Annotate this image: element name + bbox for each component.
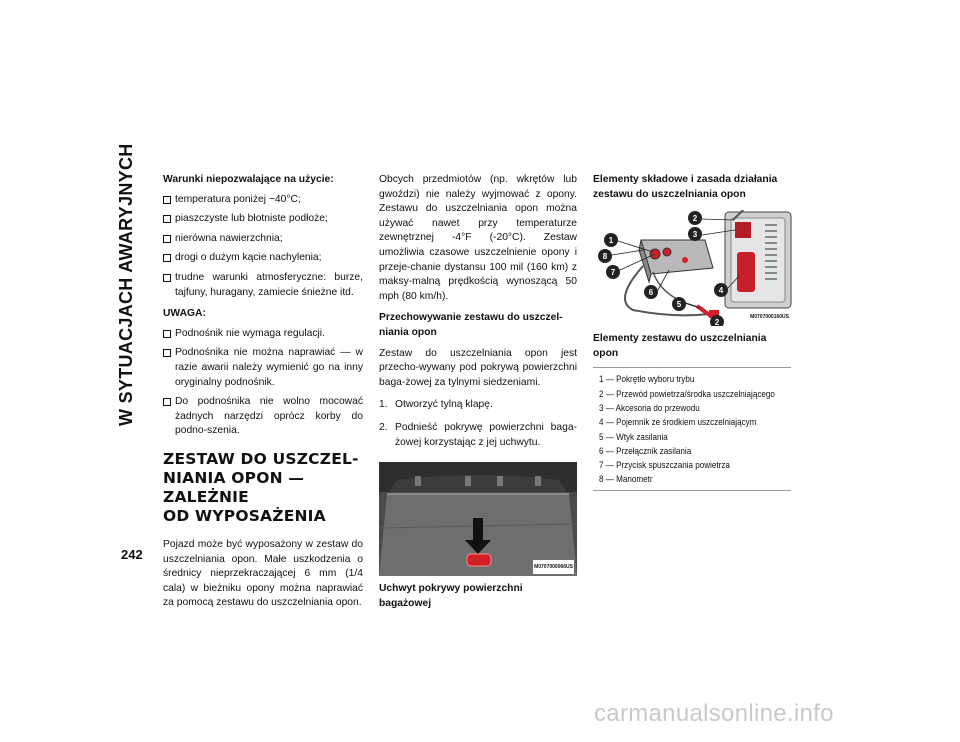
checkbox-bullet-icon: [163, 196, 171, 204]
intro-paragraph: Pojazd może być wyposażony w zestaw do uszczelniania opon. Małe uszkodzenia o średnicy nieprzekraczającej 6 mm (1/4 cala) w bieżniku opony można naprawiać za pomocą zestawu do uszczelniania opon.: [163, 538, 363, 609]
callout-2: 2: [692, 214, 698, 224]
list-item: nierówna nawierzchnia;: [163, 232, 363, 247]
column-3: [593, 173, 791, 491]
checkbox-bullet-icon: [163, 254, 171, 262]
image-caption: Uchwyt pokrywy powierzchni bagażowej: [379, 583, 523, 609]
callout-8: 8: [602, 252, 608, 262]
list-item: Podnośnika nie można naprawiać — w razie awarii należy wymienić go na inny oryginalny podnośnik.: [163, 346, 363, 390]
legend-item: 7 — Przycisk spuszczania powietrza: [599, 460, 730, 471]
note-heading: UWAGA:: [163, 308, 206, 320]
conditions-heading: Warunki niepozwalające na użycie:: [163, 174, 334, 185]
legend-item: 8 — Manometr: [599, 474, 653, 485]
checkbox-bullet-icon: [163, 398, 171, 406]
watermark: carmanualsonline.info: [594, 700, 834, 727]
callout-6: 6: [648, 288, 654, 298]
components-legend: [593, 367, 791, 490]
legend-item: 2 — Przewód powietrza/środka uszczelniającego: [599, 388, 775, 399]
legend-item: 3 — Akcesoria do przewodu: [599, 402, 700, 413]
callout-2b: 2: [714, 318, 720, 327]
chapter-side-title: W SYTUACJACH AWARYJNYCH: [116, 143, 136, 426]
callout-7: 7: [610, 268, 616, 278]
list-item: Do podnośnika nie wolno mocować żadnych narzędzi oprócz korby do podno-szenia.: [163, 395, 363, 439]
storage-heading: Przechowywanie zestawu do uszczel-niania opon: [379, 312, 563, 338]
legend-item: 6 — Przełącznik zasilania: [599, 445, 692, 456]
cargo-cover-image: [379, 462, 577, 576]
image-caption: Elementy zestawu do uszczelniania opon: [593, 333, 767, 359]
list-item: 2. Podnieść pokrywę powierzchni baga-żowej korzystając z jej uchwytu.: [379, 421, 577, 448]
section-title: ZESTAW DO USZCZEL- NIANIA OPON — ZALEŻNIE OD WYPOSAŻENIA: [163, 449, 359, 525]
checkbox-bullet-icon: [163, 349, 171, 357]
column-1: [163, 173, 363, 611]
paragraph: Obcych przedmiotów (np. wkrętów lub gwoździ) nie należy wyjmować z opony. Zestawu do uszczelniania opon można używać nawet przy temperaturze zewnętrznej -4°F (-20°C). Zestaw umożliwia czasowe uszczelnienie opony i przeje-chanie dystansu 100 mil (160 km) z maksy-malną prędkością wynoszącą 50 mph (80 km/h).: [379, 174, 577, 302]
components-heading: Elementy składowe i zasada działania zestawu do uszczelniania opon: [593, 174, 778, 200]
sealant-kit-image: [593, 210, 793, 326]
legend-item: 4 — Pojemnik ze środkiem uszczelniającym: [599, 417, 757, 428]
checkbox-bullet-icon: [163, 274, 171, 282]
list-item: 1. Otworzyć tylną klapę.: [379, 399, 493, 411]
image-code: M0707000160US: [749, 310, 790, 325]
checkbox-bullet-icon: [163, 330, 171, 338]
callout-1: 1: [608, 236, 614, 246]
list-item: piaszczyste lub błotniste podłoże;: [163, 212, 363, 227]
legend-item: 5 — Wtyk zasilania: [599, 431, 668, 442]
image-code: M0707000066US: [533, 560, 574, 575]
callout-4: 4: [718, 286, 724, 296]
list-item: trudne warunki atmosferyczne: burze, tajfuny, huragany, zamiecie śnieżne itd.: [163, 271, 363, 300]
paragraph: Zestaw do uszczelniania opon jest przecho-wywany pod pokrywą powierzchni baga-żowej za tylnymi siedzeniami.: [379, 347, 577, 388]
callout-5: 5: [676, 300, 682, 310]
checkbox-bullet-icon: [163, 215, 171, 223]
legend-item: 1 — Pokrętło wyboru trybu: [599, 374, 695, 385]
checkbox-bullet-icon: [163, 235, 171, 243]
list-item: Podnośnik nie wymaga regulacji.: [163, 327, 363, 342]
page-number: 242: [121, 547, 143, 562]
column-2: [379, 173, 577, 611]
list-item: temperatura poniżej −40°C;: [163, 193, 363, 208]
list-item: drogi o dużym kącie nachylenia;: [163, 251, 363, 266]
callout-3: 3: [692, 230, 698, 240]
